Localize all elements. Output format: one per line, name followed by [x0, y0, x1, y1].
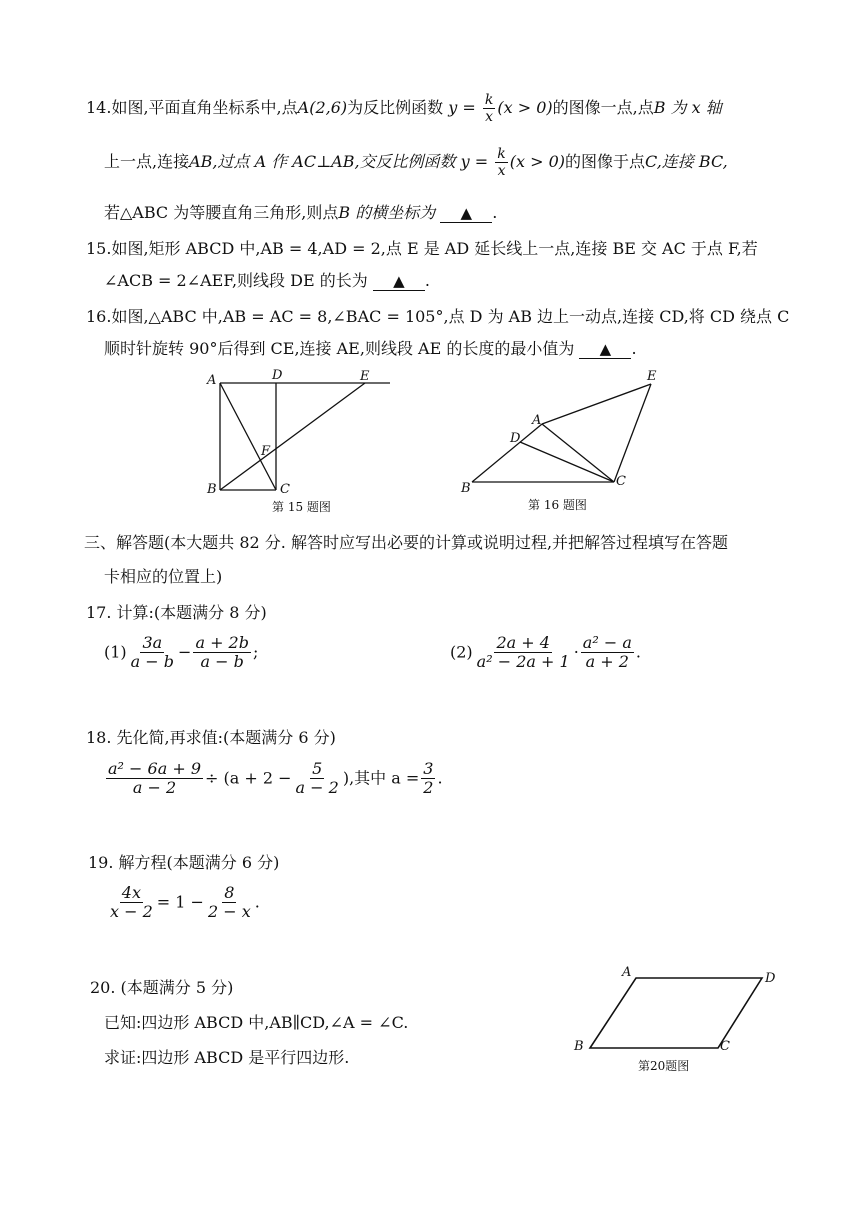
fig16-line-ae [542, 384, 651, 424]
section3-heading-line1 [84, 530, 728, 553]
q16-triangle-mark: ▲ [599, 340, 612, 358]
q14-line3: 若△ABC 为等腰直角三角形,则点B 的横坐标为 ▲ . [104, 203, 498, 222]
section3-heading-line2 [104, 564, 222, 587]
q14-func-lhs-2: y = [460, 152, 489, 172]
fig16-label-b: B [461, 481, 471, 496]
fig16-caption: 第 16 题图 [528, 498, 587, 512]
q18-val-num: 3 [423, 759, 434, 778]
fig15-label-c: C [280, 482, 290, 497]
q14-text-1b: 为反比例函数 [347, 98, 444, 118]
q18-expression [104, 760, 443, 798]
q17-p1-f1-den: a − b [130, 652, 175, 672]
q17-p1-fraction-2 [193, 634, 251, 672]
fig15-label-f: F [261, 444, 271, 459]
q19-equation [106, 884, 260, 922]
q18-div: ÷ (a + 2 − [205, 768, 292, 788]
q17-p1-label: (1) [104, 642, 127, 662]
fig20-parallelogram [590, 978, 762, 1048]
q19-f1-num: 4x [121, 883, 141, 902]
q15-line1 [86, 236, 758, 259]
q17-p2-f1-num: 2a + 4 [496, 633, 550, 652]
q18-fraction-2 [294, 760, 341, 798]
q14-number: 14. [86, 98, 112, 118]
q17-p2-f1-den: a² − 2a + 1 [476, 652, 570, 672]
q15-line2: ∠ACB = 2∠AEF,则线段 DE 的长为 ▲ . [104, 271, 430, 290]
q18-fraction-1 [106, 760, 203, 798]
q17-p1-fraction-1 [129, 634, 176, 672]
q17-p2-f2-num: a² − a [582, 633, 632, 652]
q19-f2-den: 2 − x [207, 902, 251, 922]
fig16-label-a: A [532, 413, 542, 428]
figure-15 [200, 364, 400, 514]
q19-eq: = 1 − [156, 892, 204, 912]
q18-val-den: 2 [423, 778, 434, 798]
fig16-side-ac [542, 424, 614, 482]
q18-title: 18. 先化简,再求值:(本题满分 6 分) [86, 728, 336, 747]
q15-text-2: ∠ACB = 2∠AEF,则线段 DE 的长为 [104, 271, 368, 290]
q17-p1-op: − [178, 642, 192, 662]
q17-p2-op: · [573, 642, 579, 662]
q19-f1-den: x − 2 [110, 902, 153, 922]
fig15-label-b: B [207, 482, 217, 497]
q14-domain: (x > 0) [497, 98, 553, 118]
fig20-label-d: D [765, 971, 776, 986]
q17-p2-f2-den: a + 2 [585, 652, 629, 672]
q14-line1 [86, 92, 722, 125]
q17-p1-f1-num: 3a [142, 633, 163, 652]
q17-p2-end: . [635, 642, 641, 662]
q16-line1 [86, 304, 789, 327]
fig15-label-d: D [272, 368, 283, 383]
figure-16 [456, 364, 676, 514]
q17-p1-f2-den: a − b [200, 652, 244, 672]
q17-p2-fraction-2 [581, 634, 634, 672]
fig16-label-c: C [616, 474, 626, 489]
q16-text-2: 顺时针旋转 90°后得到 CE,连接 AE,则线段 AE 的长度的最小值为 [104, 339, 575, 358]
q14-point-a: A(2,6) [297, 98, 348, 118]
q14-text-3: 若△ABC 为等腰直角三角形,则点 [104, 203, 339, 222]
q14-text-1a: 如图,平面直角坐标系中,点 [111, 98, 298, 118]
q17-p2-label: (2) [450, 642, 473, 662]
q14-answer-blank [440, 203, 492, 223]
q14-text-1c: 的图像一点,点 [552, 98, 654, 118]
q14-fraction-k-over-x [483, 92, 495, 125]
q20-given: 已知:四边形 ABCD 中,AB∥CD,∠A = ∠C. [104, 1013, 409, 1032]
section3-text-1: 三、解答题(本大题共 82 分. 解答时应写出必要的计算或说明过程,并把解答过程填写在答题 [84, 533, 729, 552]
q16-text-1: 如图,△ABC 中,AB = AC = 8,∠BAC = 105°,点 D 为 AB 边上一动点,连接 CD,将 CD 绕点 C [111, 307, 790, 326]
fig16-side-ba [472, 424, 542, 482]
fig20-label-c: C [720, 1039, 730, 1054]
fig20-label-b: B [574, 1039, 584, 1054]
q14-frac-den-2: x [497, 163, 506, 180]
q14-fraction-k-over-x-2 [495, 146, 507, 179]
q14-line2 [104, 146, 728, 179]
fig20-caption: 第20题图 [638, 1059, 690, 1073]
q14-text-1d: B 为 x 轴 [653, 98, 722, 118]
q14-domain-2: (x > 0) [509, 152, 566, 172]
q18-f1-num: a² − 6a + 9 [108, 759, 202, 778]
fig15-label-e: E [360, 369, 370, 384]
q17-part1 [104, 634, 258, 672]
q14-text-2d: C,连接 BC, [645, 152, 728, 172]
q20-prove: 求证:四边形 ABCD 是平行四边形. [104, 1048, 350, 1067]
q17-part2 [450, 634, 641, 672]
q17-p1-f2-num: a + 2b [195, 633, 249, 652]
q14-frac-num-2: k [497, 146, 506, 162]
q14-text-2b: AB,过点 A 作 AC⊥AB,交反比例函数 [189, 152, 456, 172]
q16-number: 16. [86, 307, 112, 326]
fig15-label-a: A [207, 373, 217, 388]
q18-end: . [437, 768, 443, 788]
q19-fraction-2 [206, 884, 253, 922]
figure-20 [566, 960, 786, 1080]
q19-title: 19. 解方程(本题满分 6 分) [88, 853, 280, 872]
q15-answer-blank [373, 271, 425, 291]
q14-text-2c: 的图像于点 [565, 152, 646, 172]
q17-title: 17. 计算:(本题满分 8 分) [86, 603, 267, 622]
q16-answer-blank [579, 339, 631, 359]
q18-f1-den: a − 2 [132, 778, 177, 798]
q20-title: 20. (本题满分 5 分) [90, 978, 234, 997]
fig16-line-ce [614, 384, 651, 482]
q19-f2-num: 8 [224, 883, 235, 902]
q18-value-fraction [421, 760, 435, 798]
section3-text-2: 卡相应的位置上) [104, 567, 223, 586]
q14-frac-den: x [485, 109, 494, 126]
q19-fraction-1 [108, 884, 155, 922]
q14-func-lhs: y = [448, 98, 476, 118]
fig20-label-a: A [622, 965, 632, 980]
fig16-label-e: E [647, 369, 657, 384]
q15-text-1: 如图,矩形 ABCD 中,AB = 4,AD = 2,点 E 是 AD 延长线上一点,连接 BE 交 AC 于点 F,若 [111, 239, 758, 258]
fig15-caption: 第 15 题图 [272, 500, 331, 514]
fig15-line-be [220, 383, 365, 490]
q14-triangle-mark: ▲ [460, 204, 473, 222]
q18-f2-num: 5 [312, 759, 323, 778]
fig16-line-dc [520, 442, 614, 482]
q15-number: 15. [86, 239, 112, 258]
q14-frac-num: k [484, 92, 494, 108]
q14-text-3b: B 的横坐标为 [338, 203, 436, 222]
q17-p2-fraction-1 [475, 634, 572, 672]
fig15-diagonal-ac [220, 383, 276, 490]
q18-close: ),其中 a = [342, 768, 420, 788]
fig16-label-d: D [510, 431, 521, 446]
q15-triangle-mark: ▲ [393, 272, 405, 290]
q18-f2-den: a − 2 [295, 778, 339, 798]
q14-text-2a: 上一点,连接 [104, 152, 190, 172]
q19-end: . [254, 892, 260, 912]
q16-line2: 顺时针旋转 90°后得到 CE,连接 AE,则线段 AE 的长度的最小值为 ▲ . [104, 339, 637, 358]
q17-p1-end: ; [252, 642, 259, 662]
